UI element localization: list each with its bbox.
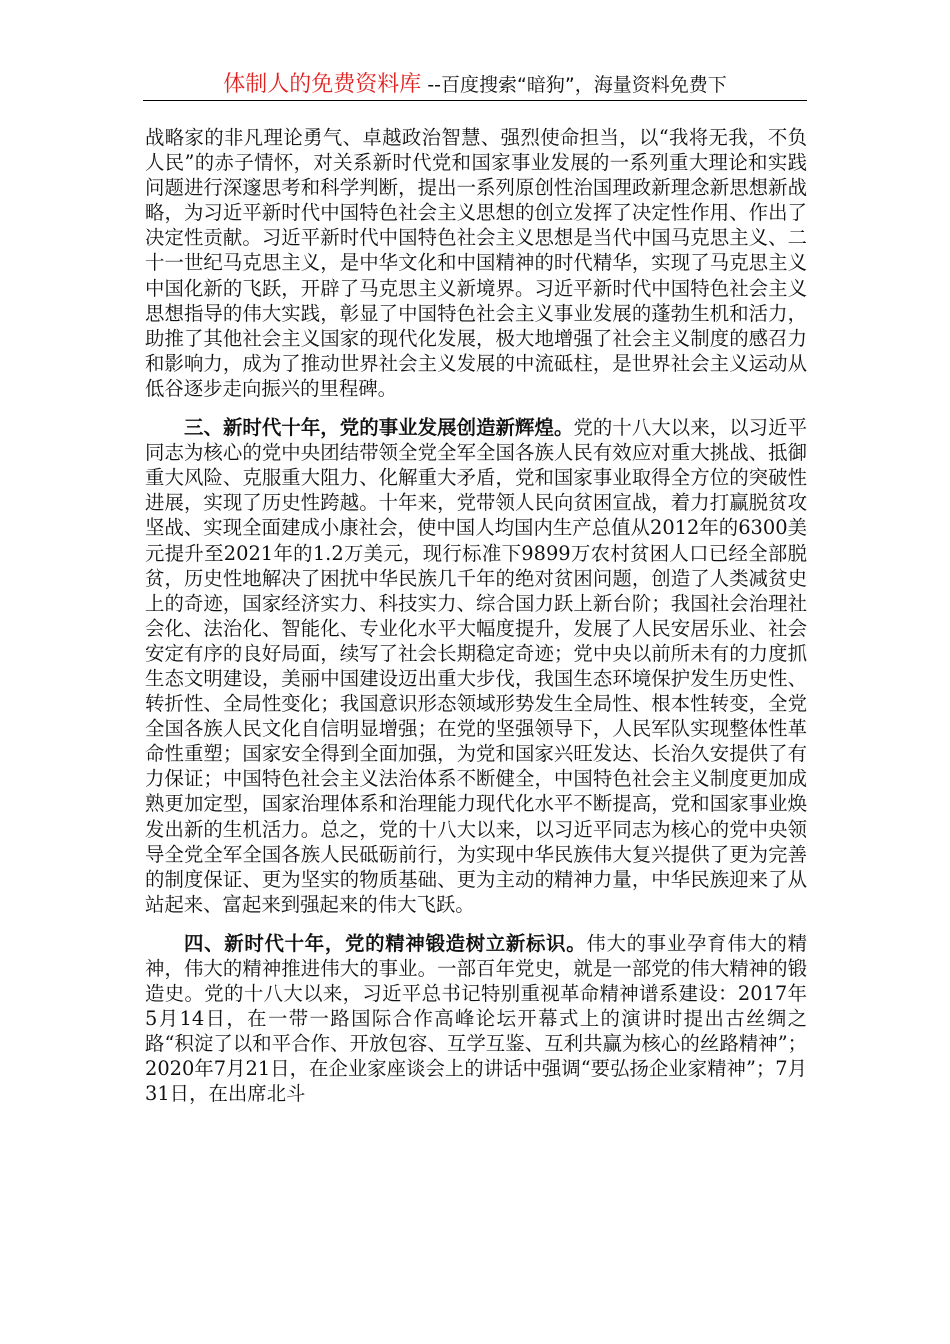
- header-brand: 体制人的免费资料库: [223, 72, 422, 97]
- document-body: [145, 125, 807, 1121]
- paragraph-text: 战略家的非凡理论勇气、卓越政治智慧、强烈使命担当，以“我将无我，不负人民”的赤子情怀，对关系新时代党和国家事业发展的一系列重大理论和实践问题进行深邃思考和科学判断，提出一系列原创性治国理政新理念新思想新战略，为习近平新时代中国特色社会主义思想的创立发挥了决定性作用、作出了决定性贡献。习近平新时代中国特色社会主义思想是当代中国马克思主义、二十一世纪马克思主义，是中华文化和中国精神的时代精华，实现了马克思主义中国化新的飞跃，开辟了马克思主义新境界。习近平新时代中国特色社会主义思想指导的伟大实践，彰显了中国特色社会主义事业发展的蓬勃生机和活力，助推了其他社会主义国家的现代化发展，极大地增强了社会主义制度的感召力和影响力，成为了推动世界社会主义发展的中流砥柱，是世界社会主义运动从低谷逐步走向振兴的里程碑。: [145, 126, 807, 400]
- paragraph-text: 伟大的事业孕育伟大的精神，伟大的精神推进伟大的事业。一部百年党史，就是一部党的伟大精神的锻造史。党的十八大以来，习近平总书记特别重视革命精神谱系建设：2017年5月14日，在一带一路国际合作高峰论坛开幕式上的演讲时提出古丝绸之路“积淀了以和平合作、开放包容、互学互鉴、互利共赢为核心的丝路精神”；2020年7月21日，在企业家座谈会上的讲话中强调“要弘扬企业家精神”；7月31日，在出席北斗: [145, 931, 807, 1106]
- header-subtitle: --百度搜索“暗狗”，海量资料免费下: [427, 74, 727, 96]
- paragraph-text: 党的十八大以来，以习近平同志为核心的党中央团结带领全党全军全国各族人民有效应对重大挑战、抵御重大风险、克服重大阻力、化解重大矛盾，党和国家事业取得全方位的突破性进展，实现了历史性跨越。十年来，党带领人民向贫困宣战，着力打赢脱贫攻坚战、实现全面建成小康社会，使中国人均国内生产总值从2012年的6300美元提升至2021年的1.2万美元，现行标准下9899万农村贫困人口已经全部脱贫，历史性地解决了困扰中华民族几千年的绝对贫困问题，创造了人类减贫史上的奇迹，国家经济实力、科技实力、综合国力跃上新台阶；我国社会治理社会化、法治化、智能化、专业化水平大幅度提升，发展了人民安居乐业、社会安定有序的良好局面，续写了社会长期稳定奇迹；党中央以前所未有的力度抓生态文明建设，美丽中国建设迈出重大步伐，我国生态环境保护发生历史性、转折性、全局性变化；我国意识形态领域形势发生全局性、根本性转变，全党全国各族人民文化自信明显增强；在党的坚强领导下，人民军队实现整体性革命性重塑；国家安全得到全面加强，为党和国家兴旺发达、长治久安提供了有力保证；中国特色社会主义法治体系不断健全，中国特色社会主义制度更加成熟更加定型，国家治理体系和治理能力现代化水平不断提高，党和国家事业焕发出新的生机活力。总之，党的十八大以来，以习近平同志为核心的党中央领导全党全军全国各族人民砥砺前行，为实现中华民族伟大复兴提供了更为完善的制度保证、更为坚实的物质基础、更为主动的精神力量，中华民族迎来了从站起来、富起来到强起来的伟大飞跃。: [145, 416, 808, 916]
- paragraph-3: [145, 931, 807, 1107]
- paragraph-1: [145, 125, 807, 401]
- section-heading-4: 四、新时代十年，党的精神锻造树立新标识。: [184, 931, 587, 955]
- document-header: [143, 70, 807, 100]
- section-heading-3: 三、新时代十年，党的事业发展创造新辉煌。: [184, 416, 574, 440]
- paragraph-2: [145, 415, 807, 917]
- header-divider: [143, 100, 807, 101]
